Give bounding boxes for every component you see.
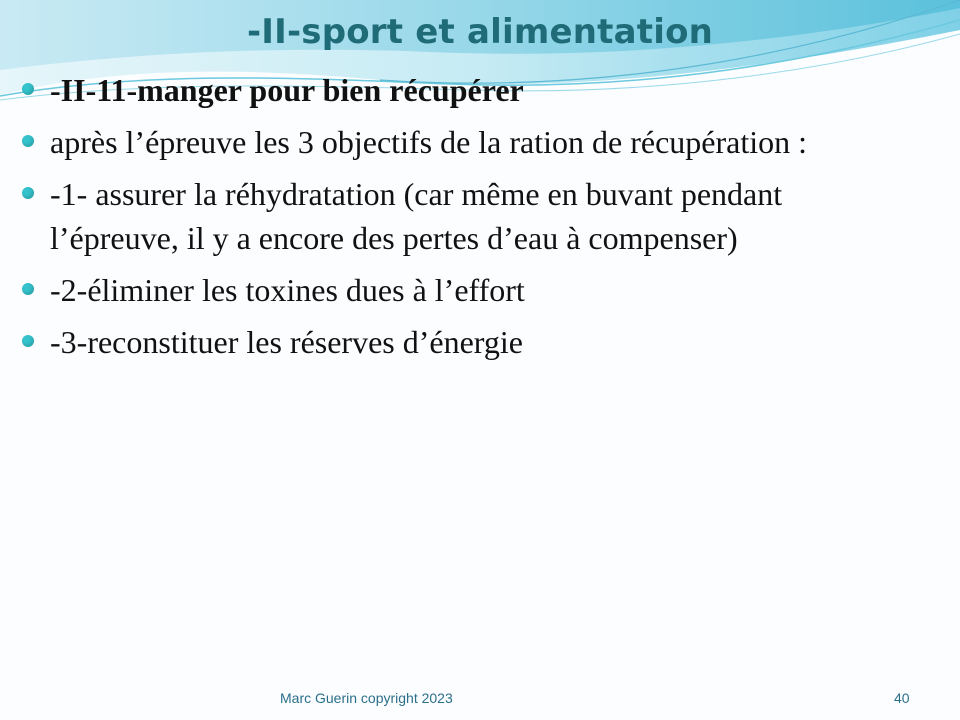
bullet-list [22, 68, 902, 372]
bullet-item [22, 268, 902, 312]
bullet-dot-icon [22, 187, 34, 199]
bullet-item [22, 120, 902, 164]
bullet-text: -2-éliminer les toxines dues à l’effort [50, 272, 525, 308]
bullet-dot-icon [22, 283, 34, 295]
bullet-dot-icon [22, 83, 34, 95]
bullet-text: après l’épreuve les 3 objectifs de la ration de récupération : [50, 124, 807, 160]
bullet-dot-icon [22, 135, 34, 147]
bullet-text: -II-11-manger pour bien récupérer [50, 72, 524, 108]
slide-number: 40 [894, 690, 910, 706]
bullet-text: -3-reconstituer les réserves d’énergie [50, 324, 523, 360]
bullet-item [22, 172, 902, 260]
footer-copyright: Marc Guerin copyright 2023 [280, 690, 453, 706]
slide-title: -II-sport et alimentation [246, 12, 714, 52]
bullet-item [22, 320, 902, 364]
bullet-text: -1- assurer la réhydratation (car même en buvant pendant l’épreuve, il y a encore des pertes d’eau à compenser) [50, 176, 783, 256]
bullet-dot-icon [22, 335, 34, 347]
bullet-item [22, 68, 902, 112]
